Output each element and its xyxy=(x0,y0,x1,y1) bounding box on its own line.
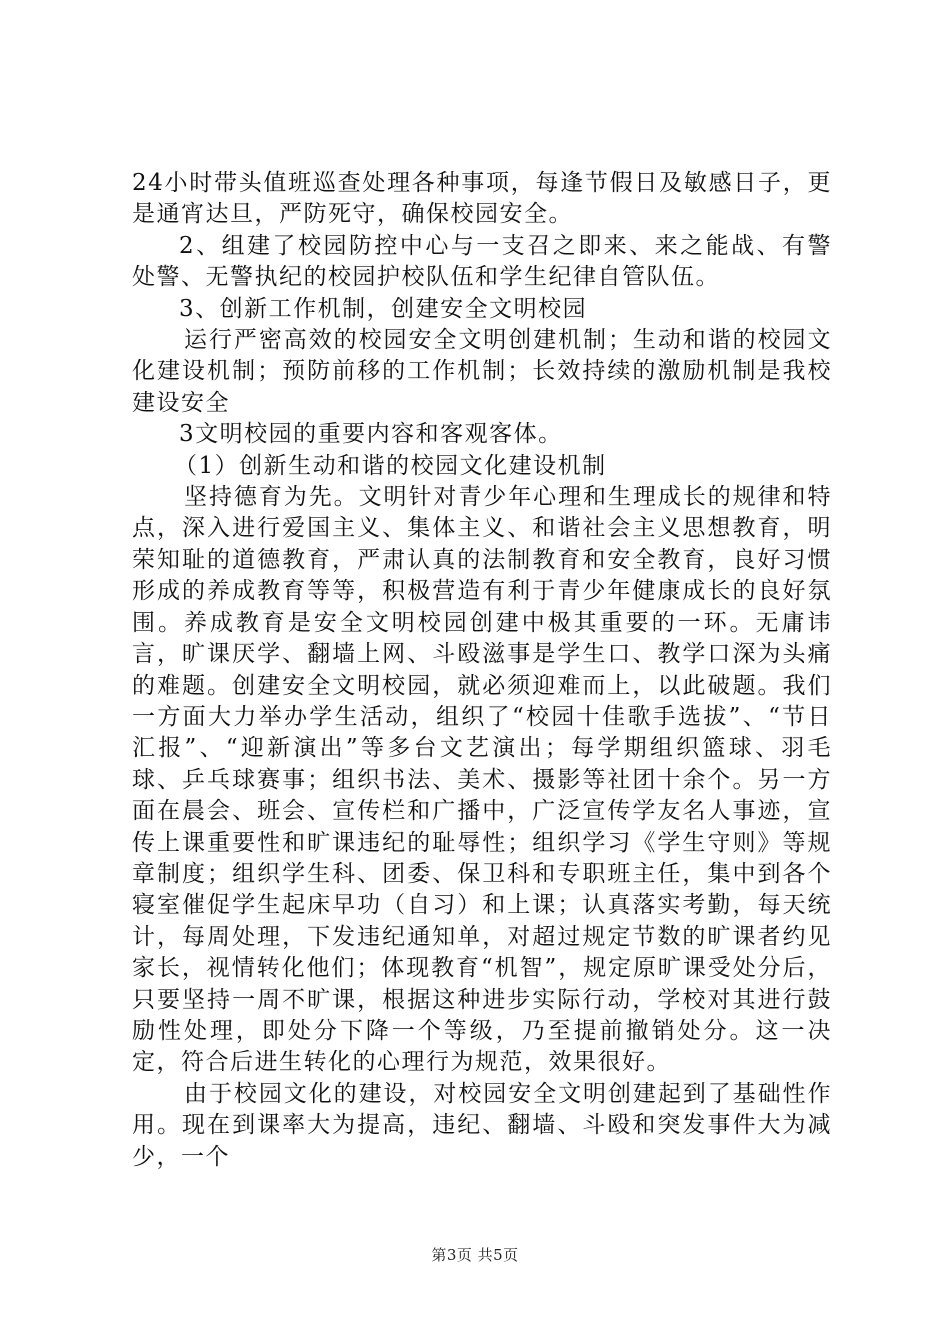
document-body xyxy=(132,168,832,1173)
paragraph-security-team: 2、组建了校园防控中心与一支召之即来、来之能战、有警处警、无警执纪的校园护校队伍和学生纪律自管队伍。 xyxy=(132,232,832,291)
section-heading-mechanism: 3、创新工作机制，创建安全文明校园 xyxy=(179,295,588,322)
subsection-heading-culture: （1）创新生动和谐的校园文化建设机制 xyxy=(174,452,607,479)
paragraph-duty-patrol: 24小时带头值班巡查处理各种事项，每逢节假日及敏感日子，更是通宵达旦，严防死守，确保校园安全。 xyxy=(132,170,832,228)
paragraph-mechanisms: 运行严密高效的校园安全文明创建机制；生动和谐的校园文化建设机制；预防前移的工作机制；长效持续的激励机制是我校建设安全 xyxy=(132,327,832,416)
page-number-footer: 第3页 共5页 xyxy=(431,1246,519,1264)
paragraph-results: 由于校园文化的建设，对校园安全文明创建起到了基础性作用。现在到课率大为提高，违纪、翻墙、斗殴和突发事件大为减少，一个 xyxy=(132,1080,832,1170)
paragraph-content-object: 3文明校园的重要内容和客观客体。 xyxy=(179,421,563,448)
paragraph-moral-education: 坚持德育为先。文明针对青少年心理和生理成长的规律和特点，深入进行爱国主义、集体主义、和谐社会主义思想教育，明荣知耻的道德教育，严肃认真的法制教育和安全教育，良好习惯形成的养成教育等等，积极营造有利于青少年健康成长的良好氛围。养成教育是安全文明校园创建中极其重要的一环。无庸讳言，旷课厌学、翻墙上网、斗殴滋事是学生口、教学口深为头痛的难题。创建安全文明校园，就必须迎难而上，以此破题。我们一方面大力举办学生活动，组织了“校园十佳歌手选拔”、“节日汇报”、“迎新演出”等多台文艺演出；每学期组织篮球、羽毛球、乒乓球赛事；组织书法、美术、摄影等社团十余个。另一方面在晨会、班会、宣传栏和广播中，广泛宣传学友名人事迹，宣传上课重要性和旷课违纪的耻辱性；组织学习《学生守则》等规章制度；组织学生科、团委、保卫科和专职班主任，集中到各个寝室催促学生起床早功（自习）和上课；认真落实考勤，每天统计，每周处理，下发违纪通知单，对超过规定节数的旷课者约见家长，视情转化他们；体现教育“机智”，规定原旷课受处分后，只要坚持一周不旷课，根据这种进步实际行动，学校对其进行鼓励性处理，即处分下降一个等级，乃至提前撤销处分。这一决定，符合后进生转化的心理行为规范，效果很好。 xyxy=(132,484,832,1076)
